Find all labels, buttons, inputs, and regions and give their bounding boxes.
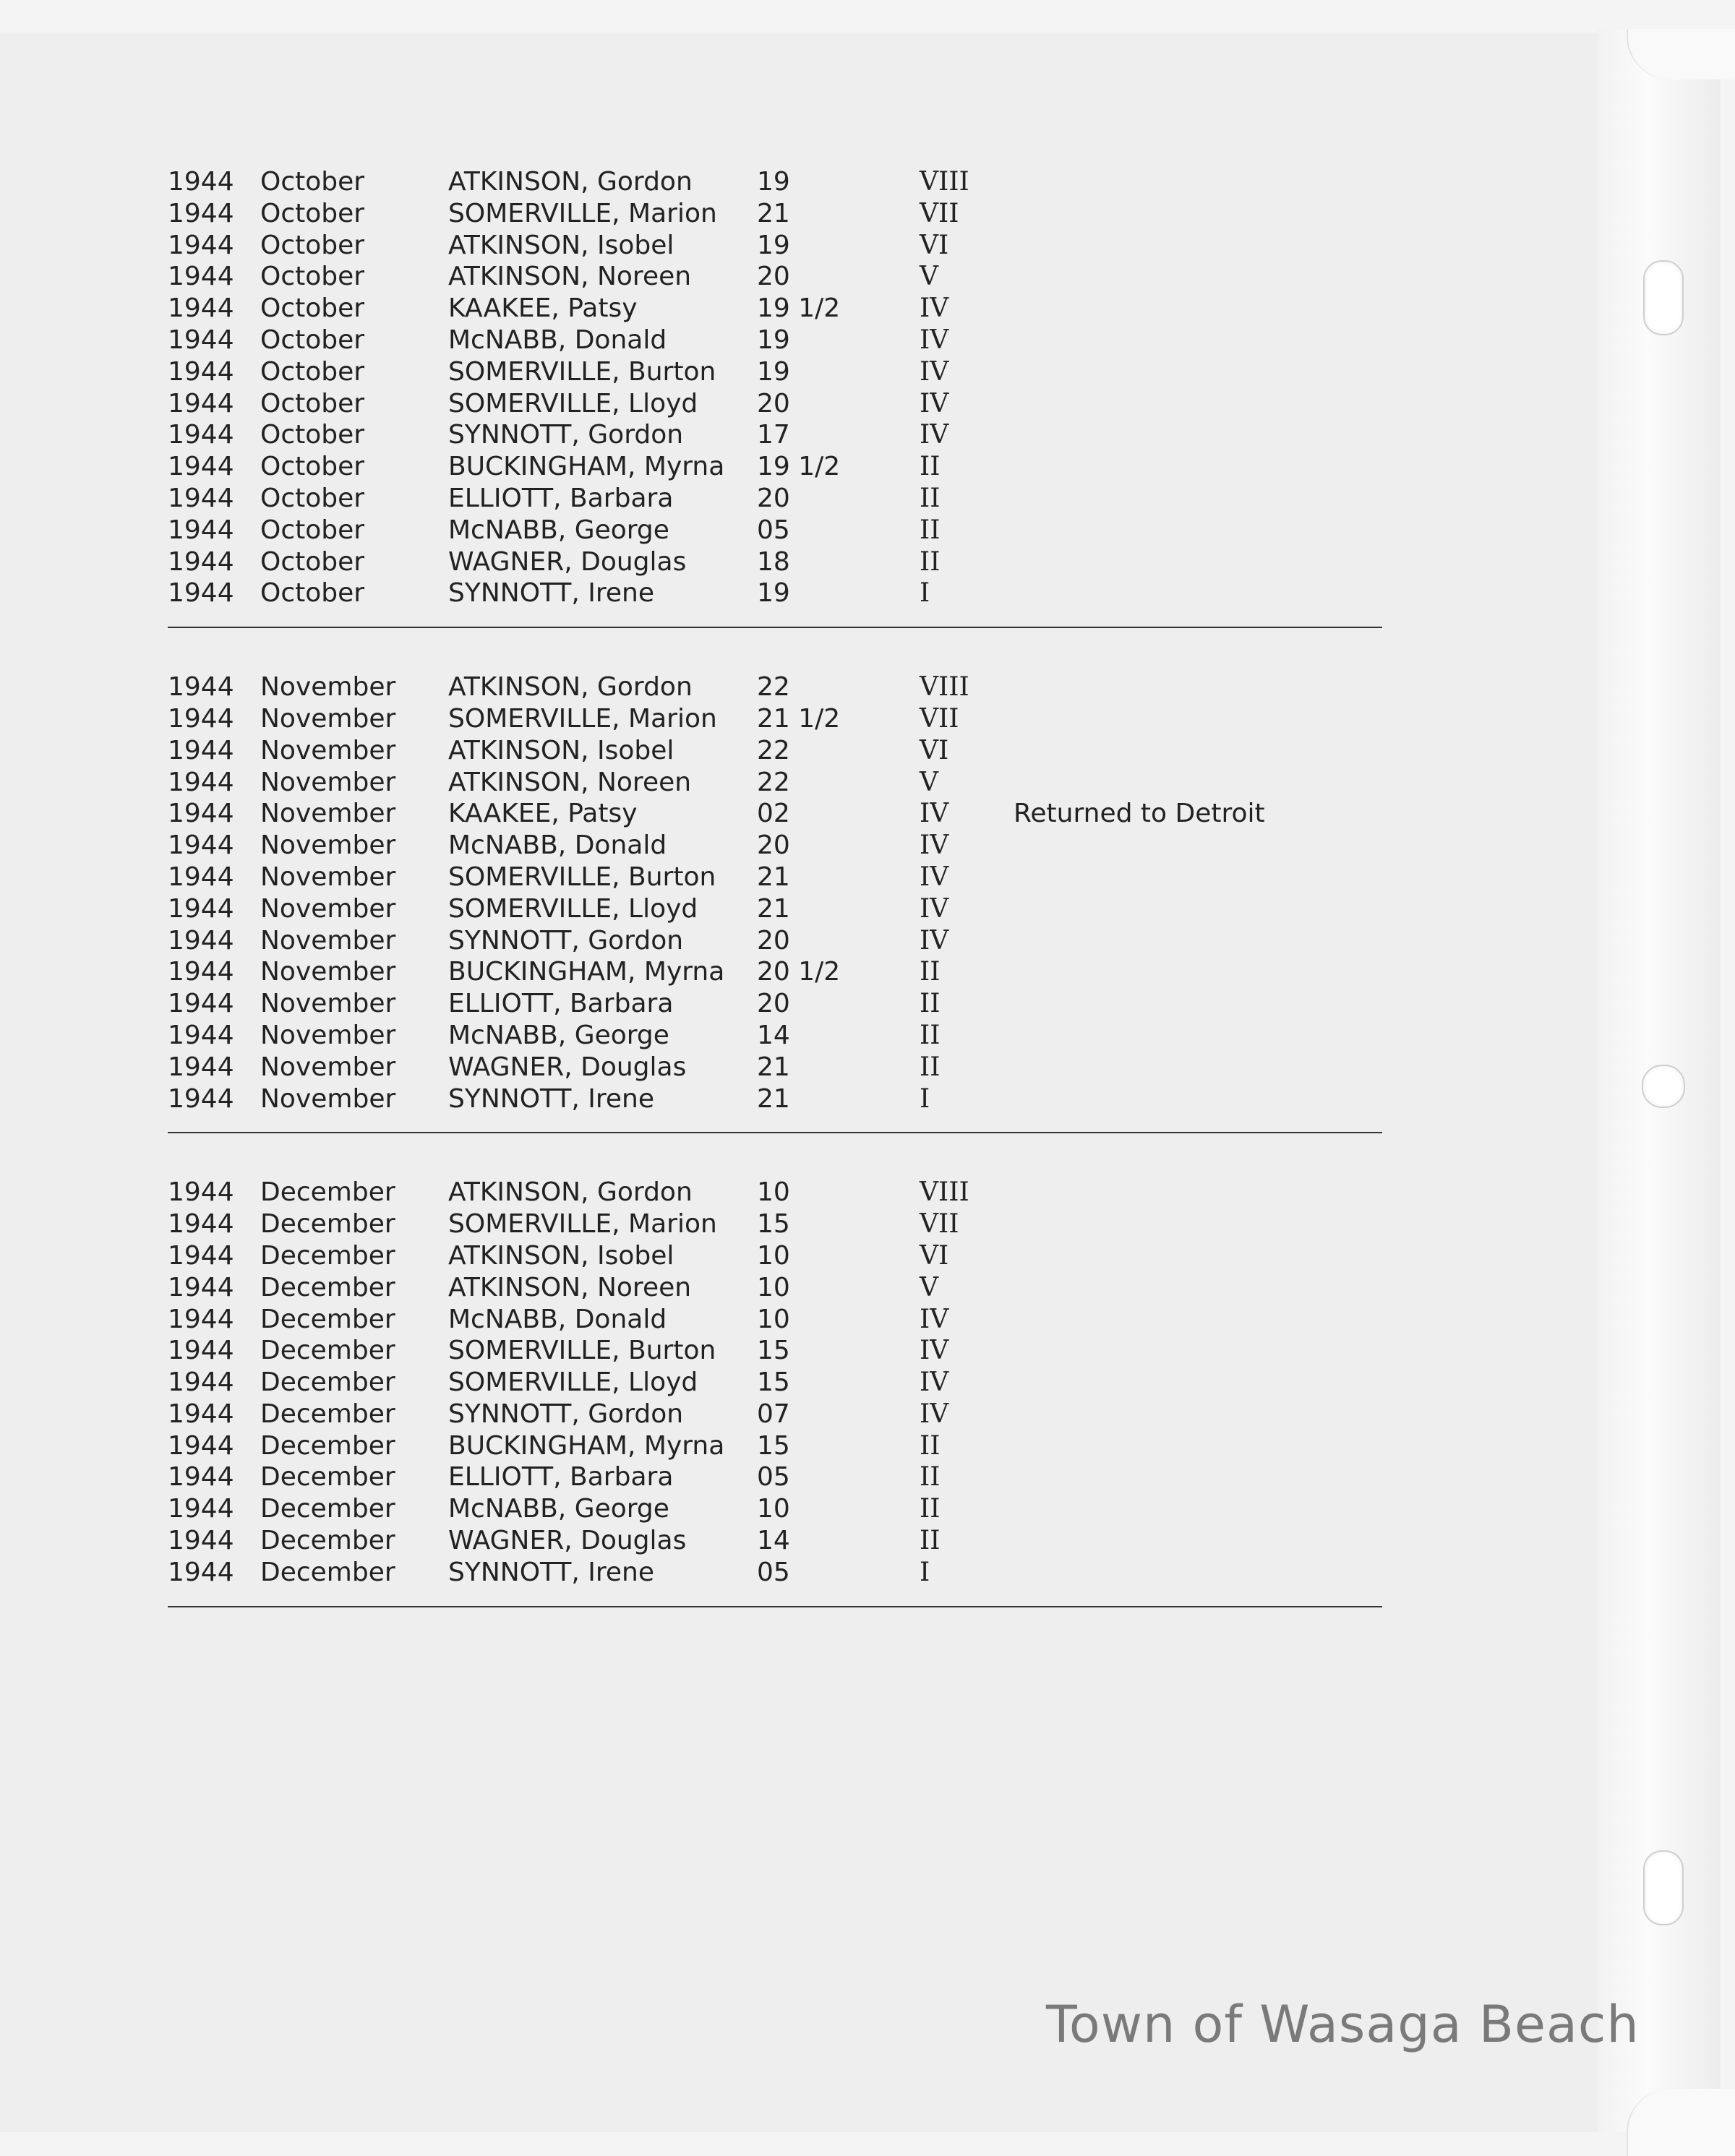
row-year: 1944	[168, 483, 234, 513]
row-year: 1944	[168, 1272, 234, 1302]
table-row	[168, 419, 1382, 451]
row-grade: VII	[920, 1209, 959, 1240]
row-grade: II	[920, 989, 941, 1019]
row-month: December	[260, 1526, 395, 1556]
row-name: ATKINSON, Gordon	[448, 1177, 693, 1208]
row-number: 18	[757, 546, 790, 577]
row-name: SOMERVILLE, Marion	[448, 1209, 717, 1240]
table-row	[168, 1493, 1382, 1525]
table-row	[168, 293, 1382, 325]
section-divider	[168, 1132, 1382, 1133]
row-number: 10	[757, 1304, 790, 1334]
row-grade: II	[920, 483, 941, 513]
row-year: 1944	[168, 167, 234, 197]
table-row	[168, 1177, 1382, 1208]
row-month: December	[260, 1367, 395, 1398]
row-year: 1944	[168, 262, 234, 292]
row-number: 05	[757, 1462, 790, 1493]
row-grade: II	[920, 1494, 941, 1524]
table-row	[168, 546, 1382, 578]
row-month: December	[260, 1177, 395, 1208]
row-name: SOMERVILLE, Burton	[448, 1336, 716, 1366]
row-month: December	[260, 1462, 395, 1493]
row-name: SOMERVILLE, Lloyd	[448, 388, 698, 418]
row-month: December	[260, 1240, 395, 1271]
row-year: 1944	[168, 1399, 234, 1429]
row-number: 14	[757, 1526, 790, 1556]
row-name: McNABB, George	[448, 1020, 669, 1050]
row-grade: II	[920, 1430, 941, 1461]
row-month: October	[260, 388, 365, 418]
row-year: 1944	[168, 862, 234, 892]
row-month: December	[260, 1557, 395, 1587]
row-grade: I	[920, 1083, 930, 1114]
row-month: November	[260, 989, 396, 1019]
row-month: November	[260, 767, 396, 797]
table-row	[168, 483, 1382, 515]
table-row	[168, 1272, 1382, 1304]
row-name: McNABB, Donald	[448, 325, 667, 355]
row-month: October	[260, 578, 365, 609]
row-name: ELLIOTT, Barbara	[448, 1462, 674, 1493]
row-month: November	[260, 735, 396, 765]
row-month: November	[260, 799, 396, 829]
row-year: 1944	[168, 1526, 234, 1556]
table-row	[168, 830, 1382, 862]
row-number: 05	[757, 515, 790, 545]
row-grade: IV	[920, 293, 949, 324]
binder-hole-bottom	[1643, 1850, 1684, 1925]
table-row	[168, 515, 1382, 546]
row-year: 1944	[168, 546, 234, 577]
row-grade: I	[920, 578, 930, 609]
row-grade: V	[920, 1272, 938, 1302]
row-grade: VIII	[920, 672, 969, 703]
row-year: 1944	[168, 1209, 234, 1240]
row-month: October	[260, 293, 365, 324]
row-month: November	[260, 1083, 396, 1114]
row-month: October	[260, 325, 365, 355]
row-grade: IV	[920, 799, 949, 829]
row-number: 21	[757, 862, 790, 892]
row-month: November	[260, 1052, 396, 1082]
watermark: Town of Wasaga Beach	[1046, 1995, 1640, 2054]
row-month: October	[260, 420, 365, 450]
table-row	[168, 1052, 1382, 1083]
table-row	[168, 1430, 1382, 1462]
row-name: SOMERVILLE, Burton	[448, 862, 716, 892]
row-number: 15	[757, 1209, 790, 1240]
row-month: December	[260, 1430, 395, 1461]
row-month: October	[260, 356, 365, 387]
table-row	[168, 703, 1382, 735]
row-grade: I	[920, 1557, 930, 1587]
table-row	[168, 261, 1382, 293]
row-grade: II	[920, 957, 941, 987]
row-month: December	[260, 1272, 395, 1302]
row-name: ATKINSON, Noreen	[448, 767, 692, 797]
row-grade: IV	[920, 830, 949, 861]
row-number: 20	[757, 262, 790, 292]
row-name: SOMERVILLE, Marion	[448, 703, 717, 734]
row-number: 21 1/2	[757, 703, 841, 734]
row-year: 1944	[168, 1430, 234, 1461]
row-name: SOMERVILLE, Burton	[448, 356, 716, 387]
row-number: 20	[757, 989, 790, 1019]
table-row	[168, 451, 1382, 483]
row-number: 20	[757, 388, 790, 418]
row-grade: V	[920, 767, 938, 797]
row-month: November	[260, 703, 396, 734]
row-year: 1944	[168, 452, 234, 482]
row-year: 1944	[168, 1494, 234, 1524]
row-number: 05	[757, 1557, 790, 1587]
table-row	[168, 925, 1382, 957]
table-row	[168, 1083, 1382, 1115]
row-month: November	[260, 957, 396, 987]
row-name: ATKINSON, Noreen	[448, 1272, 692, 1302]
row-name: ATKINSON, Noreen	[448, 262, 692, 292]
row-month: November	[260, 830, 396, 861]
row-grade: II	[920, 1020, 941, 1050]
table-row	[168, 577, 1382, 609]
row-number: 21	[757, 893, 790, 924]
row-year: 1944	[168, 1304, 234, 1334]
row-year: 1944	[168, 925, 234, 955]
row-year: 1944	[168, 703, 234, 734]
row-number: 15	[757, 1336, 790, 1366]
section-divider	[168, 627, 1382, 628]
row-number: 19 1/2	[757, 293, 841, 324]
row-number: 21	[757, 1052, 790, 1082]
row-year: 1944	[168, 515, 234, 545]
row-month: November	[260, 893, 396, 924]
row-year: 1944	[168, 1336, 234, 1366]
row-grade: VII	[920, 198, 959, 228]
row-name: ATKINSON, Isobel	[448, 230, 674, 260]
row-grade: VI	[920, 230, 949, 260]
row-number: 19	[757, 578, 790, 609]
row-grade: IV	[920, 893, 949, 924]
table-row	[168, 798, 1382, 830]
row-number: 20	[757, 830, 790, 861]
row-number: 10	[757, 1177, 790, 1208]
row-grade: IV	[920, 325, 949, 355]
row-year: 1944	[168, 1020, 234, 1050]
row-month: November	[260, 925, 396, 955]
row-month: October	[260, 452, 365, 482]
row-grade: II	[920, 515, 941, 545]
row-month: December	[260, 1336, 395, 1366]
table-row	[168, 1557, 1382, 1589]
row-number: 19	[757, 325, 790, 355]
row-name: SYNNOTT, Irene	[448, 578, 655, 609]
row-year: 1944	[168, 578, 234, 609]
row-grade: V	[920, 262, 938, 292]
row-year: 1944	[168, 388, 234, 418]
row-note: Returned to Detroit	[1014, 799, 1265, 829]
row-number: 20 1/2	[757, 957, 841, 987]
row-name: McNABB, George	[448, 1494, 669, 1524]
table-row	[168, 1304, 1382, 1336]
row-number: 22	[757, 672, 790, 703]
row-name: BUCKINGHAM, Myrna	[448, 1430, 725, 1461]
row-grade: VI	[920, 735, 949, 765]
row-number: 17	[757, 420, 790, 450]
row-month: October	[260, 230, 365, 260]
row-grade: IV	[920, 925, 949, 955]
row-year: 1944	[168, 989, 234, 1019]
row-number: 19	[757, 230, 790, 260]
row-name: SYNNOTT, Gordon	[448, 925, 684, 955]
row-name: SYNNOTT, Gordon	[448, 420, 684, 450]
table-row	[168, 325, 1382, 356]
row-grade: IV	[920, 1399, 949, 1429]
row-grade: II	[920, 1462, 941, 1493]
row-month: November	[260, 672, 396, 703]
row-number: 10	[757, 1494, 790, 1524]
row-grade: II	[920, 452, 941, 482]
row-number: 02	[757, 799, 790, 829]
row-grade: VI	[920, 1240, 949, 1271]
row-grade: IV	[920, 1304, 949, 1334]
table-row	[168, 166, 1382, 198]
row-name: ATKINSON, Gordon	[448, 672, 693, 703]
row-grade: IV	[920, 356, 949, 387]
row-number: 19 1/2	[757, 452, 841, 482]
row-number: 20	[757, 483, 790, 513]
row-grade: II	[920, 546, 941, 577]
attendance-list	[168, 166, 1382, 1651]
row-name: ELLIOTT, Barbara	[448, 989, 674, 1019]
row-month: November	[260, 862, 396, 892]
row-number: 21	[757, 198, 790, 228]
row-year: 1944	[168, 893, 234, 924]
table-row	[168, 1461, 1382, 1493]
row-number: 15	[757, 1367, 790, 1398]
section-december	[168, 1177, 1382, 1607]
row-grade: VIII	[920, 167, 969, 197]
row-grade: II	[920, 1052, 941, 1082]
row-number: 10	[757, 1272, 790, 1302]
row-number: 15	[757, 1430, 790, 1461]
row-number: 19	[757, 167, 790, 197]
row-year: 1944	[168, 830, 234, 861]
row-name: WAGNER, Douglas	[448, 1526, 687, 1556]
row-year: 1944	[168, 293, 234, 324]
section-divider	[168, 1606, 1382, 1607]
row-year: 1944	[168, 1240, 234, 1271]
binder-hole-middle	[1642, 1065, 1685, 1108]
row-year: 1944	[168, 198, 234, 228]
row-name: SYNNOTT, Irene	[448, 1083, 655, 1114]
table-row	[168, 1240, 1382, 1272]
table-row	[168, 1367, 1382, 1399]
row-month: October	[260, 262, 365, 292]
row-year: 1944	[168, 1177, 234, 1208]
row-name: ATKINSON, Isobel	[448, 1240, 674, 1271]
row-name: KAAKEE, Patsy	[448, 799, 638, 829]
row-name: ATKINSON, Isobel	[448, 735, 674, 765]
row-name: SOMERVILLE, Marion	[448, 198, 717, 228]
table-row	[168, 1335, 1382, 1367]
section-november	[168, 671, 1382, 1133]
table-row	[168, 988, 1382, 1020]
table-row	[168, 862, 1382, 893]
row-name: McNABB, George	[448, 515, 669, 545]
table-row	[168, 1399, 1382, 1430]
row-year: 1944	[168, 230, 234, 260]
row-month: October	[260, 515, 365, 545]
row-year: 1944	[168, 672, 234, 703]
row-year: 1944	[168, 1557, 234, 1587]
row-name: McNABB, Donald	[448, 1304, 667, 1334]
section-october	[168, 166, 1382, 628]
row-grade: IV	[920, 1336, 949, 1366]
table-row	[168, 671, 1382, 703]
table-row	[168, 230, 1382, 262]
table-row	[168, 956, 1382, 988]
row-year: 1944	[168, 1052, 234, 1082]
row-number: 19	[757, 356, 790, 387]
sleeve-tab-bottom	[1627, 2089, 1735, 2156]
row-year: 1944	[168, 957, 234, 987]
row-year: 1944	[168, 767, 234, 797]
row-name: SYNNOTT, Irene	[448, 1557, 655, 1587]
row-name: McNABB, Donald	[448, 830, 667, 861]
table-row	[168, 767, 1382, 799]
table-row	[168, 198, 1382, 230]
row-year: 1944	[168, 1083, 234, 1114]
row-grade: IV	[920, 420, 949, 450]
row-number: 21	[757, 1083, 790, 1114]
row-name: SOMERVILLE, Lloyd	[448, 1367, 698, 1398]
table-row	[168, 356, 1382, 388]
row-name: BUCKINGHAM, Myrna	[448, 957, 725, 987]
row-name: SOMERVILLE, Lloyd	[448, 893, 698, 924]
row-grade: II	[920, 1526, 941, 1556]
row-number: 20	[757, 925, 790, 955]
table-row	[168, 735, 1382, 767]
row-year: 1944	[168, 420, 234, 450]
row-year: 1944	[168, 325, 234, 355]
row-month: October	[260, 483, 365, 513]
row-year: 1944	[168, 735, 234, 765]
row-year: 1944	[168, 799, 234, 829]
row-name: WAGNER, Douglas	[448, 1052, 687, 1082]
table-row	[168, 1020, 1382, 1052]
row-year: 1944	[168, 356, 234, 387]
row-name: ELLIOTT, Barbara	[448, 483, 674, 513]
row-grade: IV	[920, 388, 949, 418]
row-number: 07	[757, 1399, 790, 1429]
row-number: 10	[757, 1240, 790, 1271]
row-grade: IV	[920, 1367, 949, 1398]
row-month: December	[260, 1399, 395, 1429]
binder-hole-top	[1643, 260, 1684, 335]
row-month: November	[260, 1020, 396, 1050]
row-name: KAAKEE, Patsy	[448, 293, 638, 324]
row-name: BUCKINGHAM, Myrna	[448, 452, 725, 482]
row-year: 1944	[168, 1462, 234, 1493]
row-month: October	[260, 167, 365, 197]
row-grade: IV	[920, 862, 949, 892]
row-name: WAGNER, Douglas	[448, 546, 687, 577]
row-year: 1944	[168, 1367, 234, 1398]
table-row	[168, 893, 1382, 925]
row-month: October	[260, 546, 365, 577]
row-month: December	[260, 1209, 395, 1240]
row-number: 14	[757, 1020, 790, 1050]
table-row	[168, 388, 1382, 420]
row-month: December	[260, 1494, 395, 1524]
row-name: ATKINSON, Gordon	[448, 167, 693, 197]
row-grade: VII	[920, 703, 959, 734]
row-month: December	[260, 1304, 395, 1334]
table-row	[168, 1208, 1382, 1240]
row-number: 22	[757, 767, 790, 797]
row-name: SYNNOTT, Gordon	[448, 1399, 684, 1429]
row-number: 22	[757, 735, 790, 765]
table-row	[168, 1525, 1382, 1557]
row-grade: VIII	[920, 1177, 969, 1208]
row-month: October	[260, 198, 365, 228]
